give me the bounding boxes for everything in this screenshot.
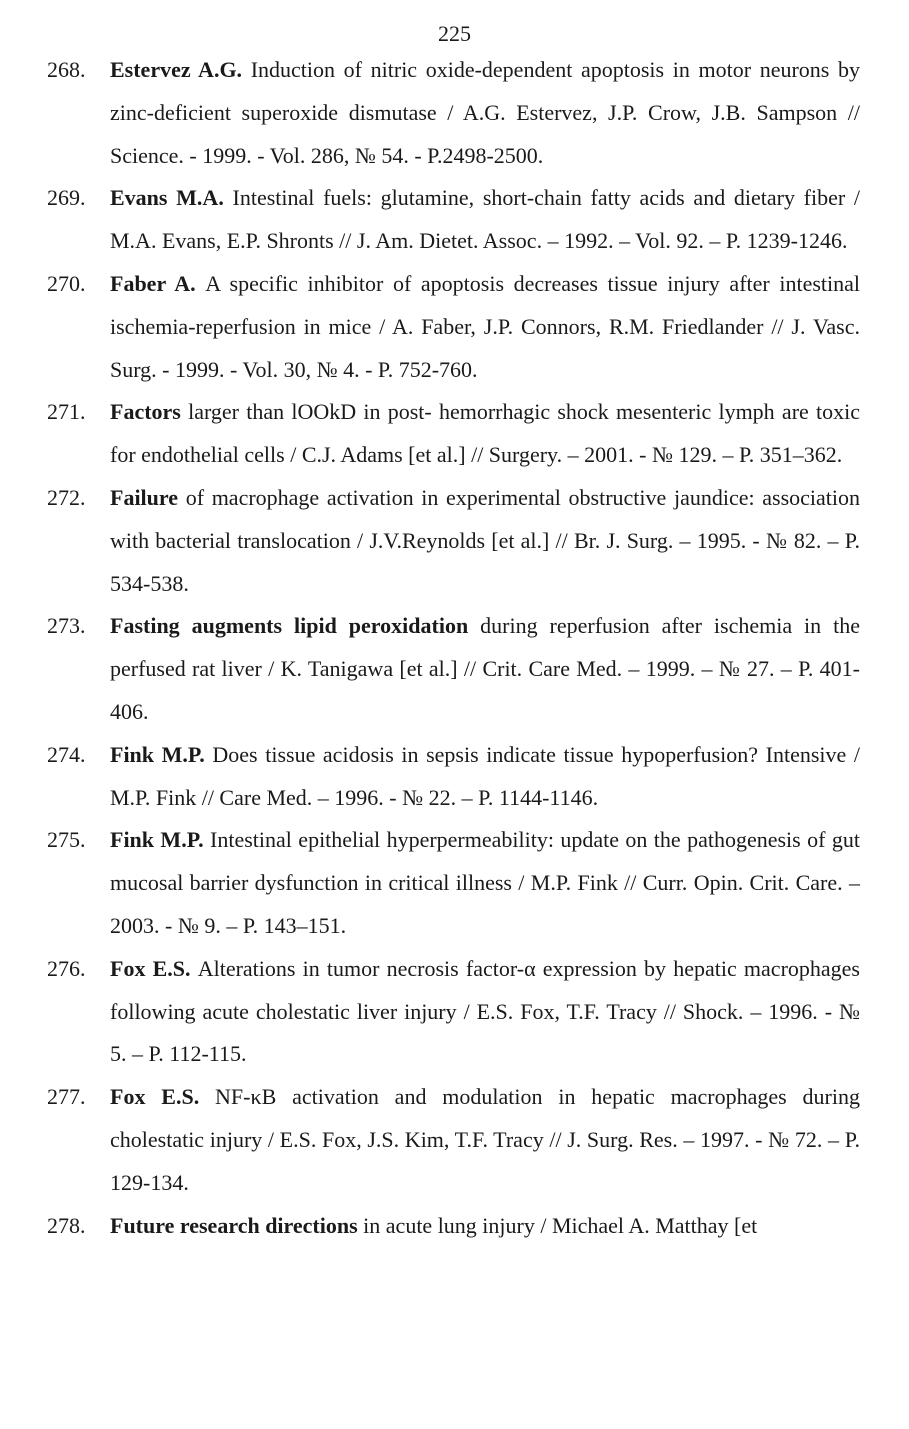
reference-text: of macrophage activation in experimental obstructive jaundice: association with bacterial translocation / J.V.Reynolds [et al.] // Br. J. Surg. – 1995. - № 82. – P. 534-538. <box>110 484 861 596</box>
reference-text: Intestinal epithelial hyperpermeability: update on the pathogenesis of gut mucosal barrier dysfunction in critical illness / M.P. Fink // Curr. Opin. Crit. Care. – 2003. - № 9. – P. 143–151. <box>110 827 860 938</box>
reference-lead: Estervez A.G. <box>110 57 251 82</box>
reference-text: Intestinal fuels: glutamine, short-chain fatty acids and dietary fiber / M.A. Evans, E.P. Shronts // J. Am. Dietet. Assoc. – 1992. – Vol. 92. – P. 1239-1246. <box>110 185 861 254</box>
reference-item <box>0 1076 860 1204</box>
reference-text: A specific inhibitor of apoptosis decreases tissue injury after intestinal ischemia-reperfusion in mice / A. Faber, J.P. Connors, R.M. Friedlander // J. Vasc. Surg. - 1999. - Vol. 30, № 4. - P. 752-760. <box>110 270 860 382</box>
reference-text: Alterations in tumor necrosis factor-α expression by hepatic macrophages following acute cholestatic liver injury / E.S. Fox, T.F. Tracy // Shock. – 1996. - № 5. – P. 112-115. <box>110 955 860 1067</box>
reference-number: 269. <box>47 185 86 211</box>
reference-lead: Factors <box>110 399 189 425</box>
reference-number: 278. <box>47 1212 86 1238</box>
reference-item <box>0 391 860 477</box>
reference-lead: Faber A. <box>110 270 206 296</box>
reference-lead: Fox E.S. <box>110 955 198 981</box>
reference-lead: Evans M.A. <box>110 185 233 211</box>
reference-lead: Fink M.P. <box>110 827 211 853</box>
reference-number: 274. <box>47 741 86 767</box>
reference-text: during reperfusion after ischemia in the perfused rat liver / K. Tanigawa [et al.] // Crit. Care Med. – 1999. – № 27. – P. 401-406. <box>110 613 860 724</box>
reference-item <box>0 734 860 820</box>
reference-item <box>0 1205 860 1248</box>
reference-item <box>0 49 860 177</box>
reference-number: 272. <box>47 484 86 510</box>
reference-item <box>0 177 860 263</box>
reference-item <box>0 948 860 1076</box>
reference-number: 273. <box>47 613 86 639</box>
reference-number: 277. <box>47 1084 86 1110</box>
reference-lead: Future research directions <box>110 1212 364 1238</box>
reference-number: 275. <box>47 827 86 853</box>
reference-lead: Fasting augments lipid peroxidation <box>110 613 481 639</box>
reference-item <box>0 819 860 947</box>
reference-lead: Fink M.P. <box>110 741 213 767</box>
reference-lead: Failure <box>110 484 186 510</box>
page-number: 225 <box>438 21 471 46</box>
reference-list <box>0 49 909 1247</box>
reference-number: 271. <box>47 399 86 425</box>
reference-text: larger than lOOkD in post- hemorrhagic shock mesenteric lymph are toxic for endothelial cells / C.J. Adams [et al.] // Surgery. – 2001. - № 129. – P. 351–362. <box>110 399 861 468</box>
reference-text: Induction of nitric oxide-dependent apoptosis in motor neurons by zinc-deficient superoxide dismutase / A.G. Estervez, J.P. Crow, J.B. Sampson // Science. - 1999. - Vol. 286, № 54. - P.2498-2500. <box>110 57 860 168</box>
reference-number: 268. <box>47 57 86 82</box>
reference-number: 270. <box>47 270 86 296</box>
reference-item <box>0 605 860 733</box>
reference-text: Does tissue acidosis in sepsis indicate tissue hypoperfusion? Intensive / M.P. Fink // Care Med. – 1996. - № 22. – P. 1144-1146. <box>110 741 860 810</box>
reference-number: 276. <box>47 955 86 981</box>
reference-text: NF-κB activation and modulation in hepatic macrophages during cholestatic injury / E.S. Fox, J.S. Kim, T.F. Tracy // J. Surg. Res. – 1997. - № 72. – P. 129-134. <box>110 1084 860 1195</box>
reference-lead: Fox E.S. <box>110 1084 216 1110</box>
reference-item <box>0 477 860 605</box>
reference-item <box>0 263 860 391</box>
reference-text: in acute lung injury / Michael A. Matthay [et <box>363 1212 758 1238</box>
